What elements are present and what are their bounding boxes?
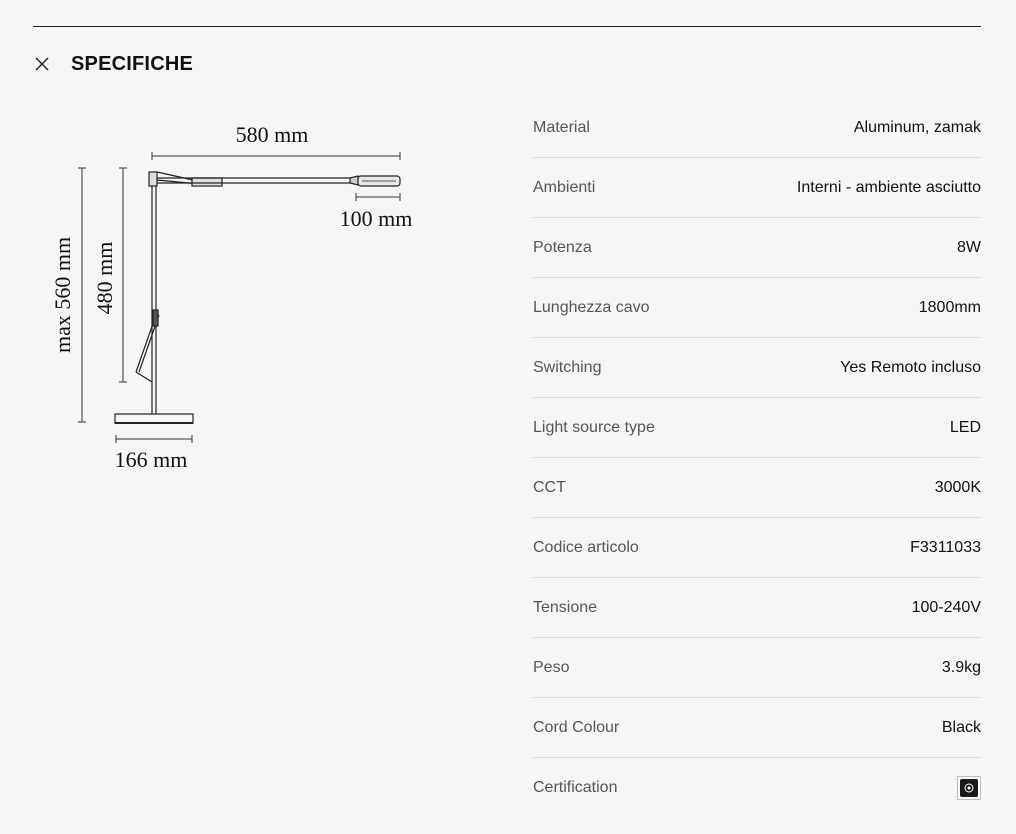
spec-value: 100-240V: [911, 598, 981, 616]
spec-value: 1800mm: [918, 298, 981, 316]
max-height-label: max 560 mm: [50, 236, 75, 354]
spec-row-ambienti: [533, 158, 981, 218]
section-title: SPECIFICHE: [71, 52, 194, 75]
spec-label: Switching: [533, 358, 602, 376]
spec-row-material: [533, 98, 981, 158]
spec-label: Material: [533, 118, 590, 136]
width-label: 580 mm: [235, 122, 309, 147]
spec-label: Light source type: [533, 418, 655, 436]
top-divider: [33, 26, 981, 27]
spec-value: 3000K: [934, 478, 981, 496]
height-dimension: [119, 168, 127, 382]
spec-value: LED: [949, 418, 981, 436]
head-dimension: [356, 193, 400, 201]
certification-badge-icon[interactable]: [957, 776, 981, 800]
lamp-dimension-diagram: [40, 110, 450, 490]
specs-header: [33, 48, 193, 80]
base-dimension: [116, 435, 192, 443]
spec-value: 3.9kg: [941, 658, 981, 676]
width-dimension: [152, 152, 400, 160]
lamp-drawing: [40, 110, 450, 490]
spec-label: Cord Colour: [533, 718, 620, 736]
spec-row-certification: [533, 758, 981, 818]
spec-value: Aluminum, zamak: [853, 118, 981, 136]
head-label: 100 mm: [339, 206, 413, 231]
spec-row-potenza: [533, 218, 981, 278]
max-height-dimension: [78, 168, 86, 422]
spec-row-cct: [533, 458, 981, 518]
close-button[interactable]: [33, 55, 51, 73]
spec-label: Ambienti: [533, 178, 596, 196]
spec-label: Tensione: [533, 598, 598, 616]
spec-value: 8W: [957, 238, 981, 256]
spec-row-switching: [533, 338, 981, 398]
spec-label: Codice articolo: [533, 538, 639, 556]
spec-row-light-source: [533, 398, 981, 458]
spec-label: CCT: [533, 478, 566, 496]
spec-value: F3311033: [910, 538, 981, 556]
spec-row-codice-articolo: [533, 518, 981, 578]
spec-row-lunghezza-cavo: [533, 278, 981, 338]
spec-label: Lunghezza cavo: [533, 298, 650, 316]
spec-value: Black: [941, 718, 981, 736]
spec-row-peso: [533, 638, 981, 698]
spec-label: Certification: [533, 779, 618, 796]
spec-label: Potenza: [533, 238, 592, 256]
height-label: 480 mm: [92, 241, 117, 315]
spec-value: Yes Remoto incluso: [840, 358, 981, 376]
spec-row-tensione: [533, 578, 981, 638]
spec-row-cord-colour: [533, 698, 981, 758]
close-icon: [34, 56, 50, 72]
base-label: 166 mm: [114, 447, 188, 472]
spec-label: Peso: [533, 658, 570, 676]
spec-table: [533, 98, 981, 818]
spec-value: Interni - ambiente asciutto: [796, 178, 981, 196]
